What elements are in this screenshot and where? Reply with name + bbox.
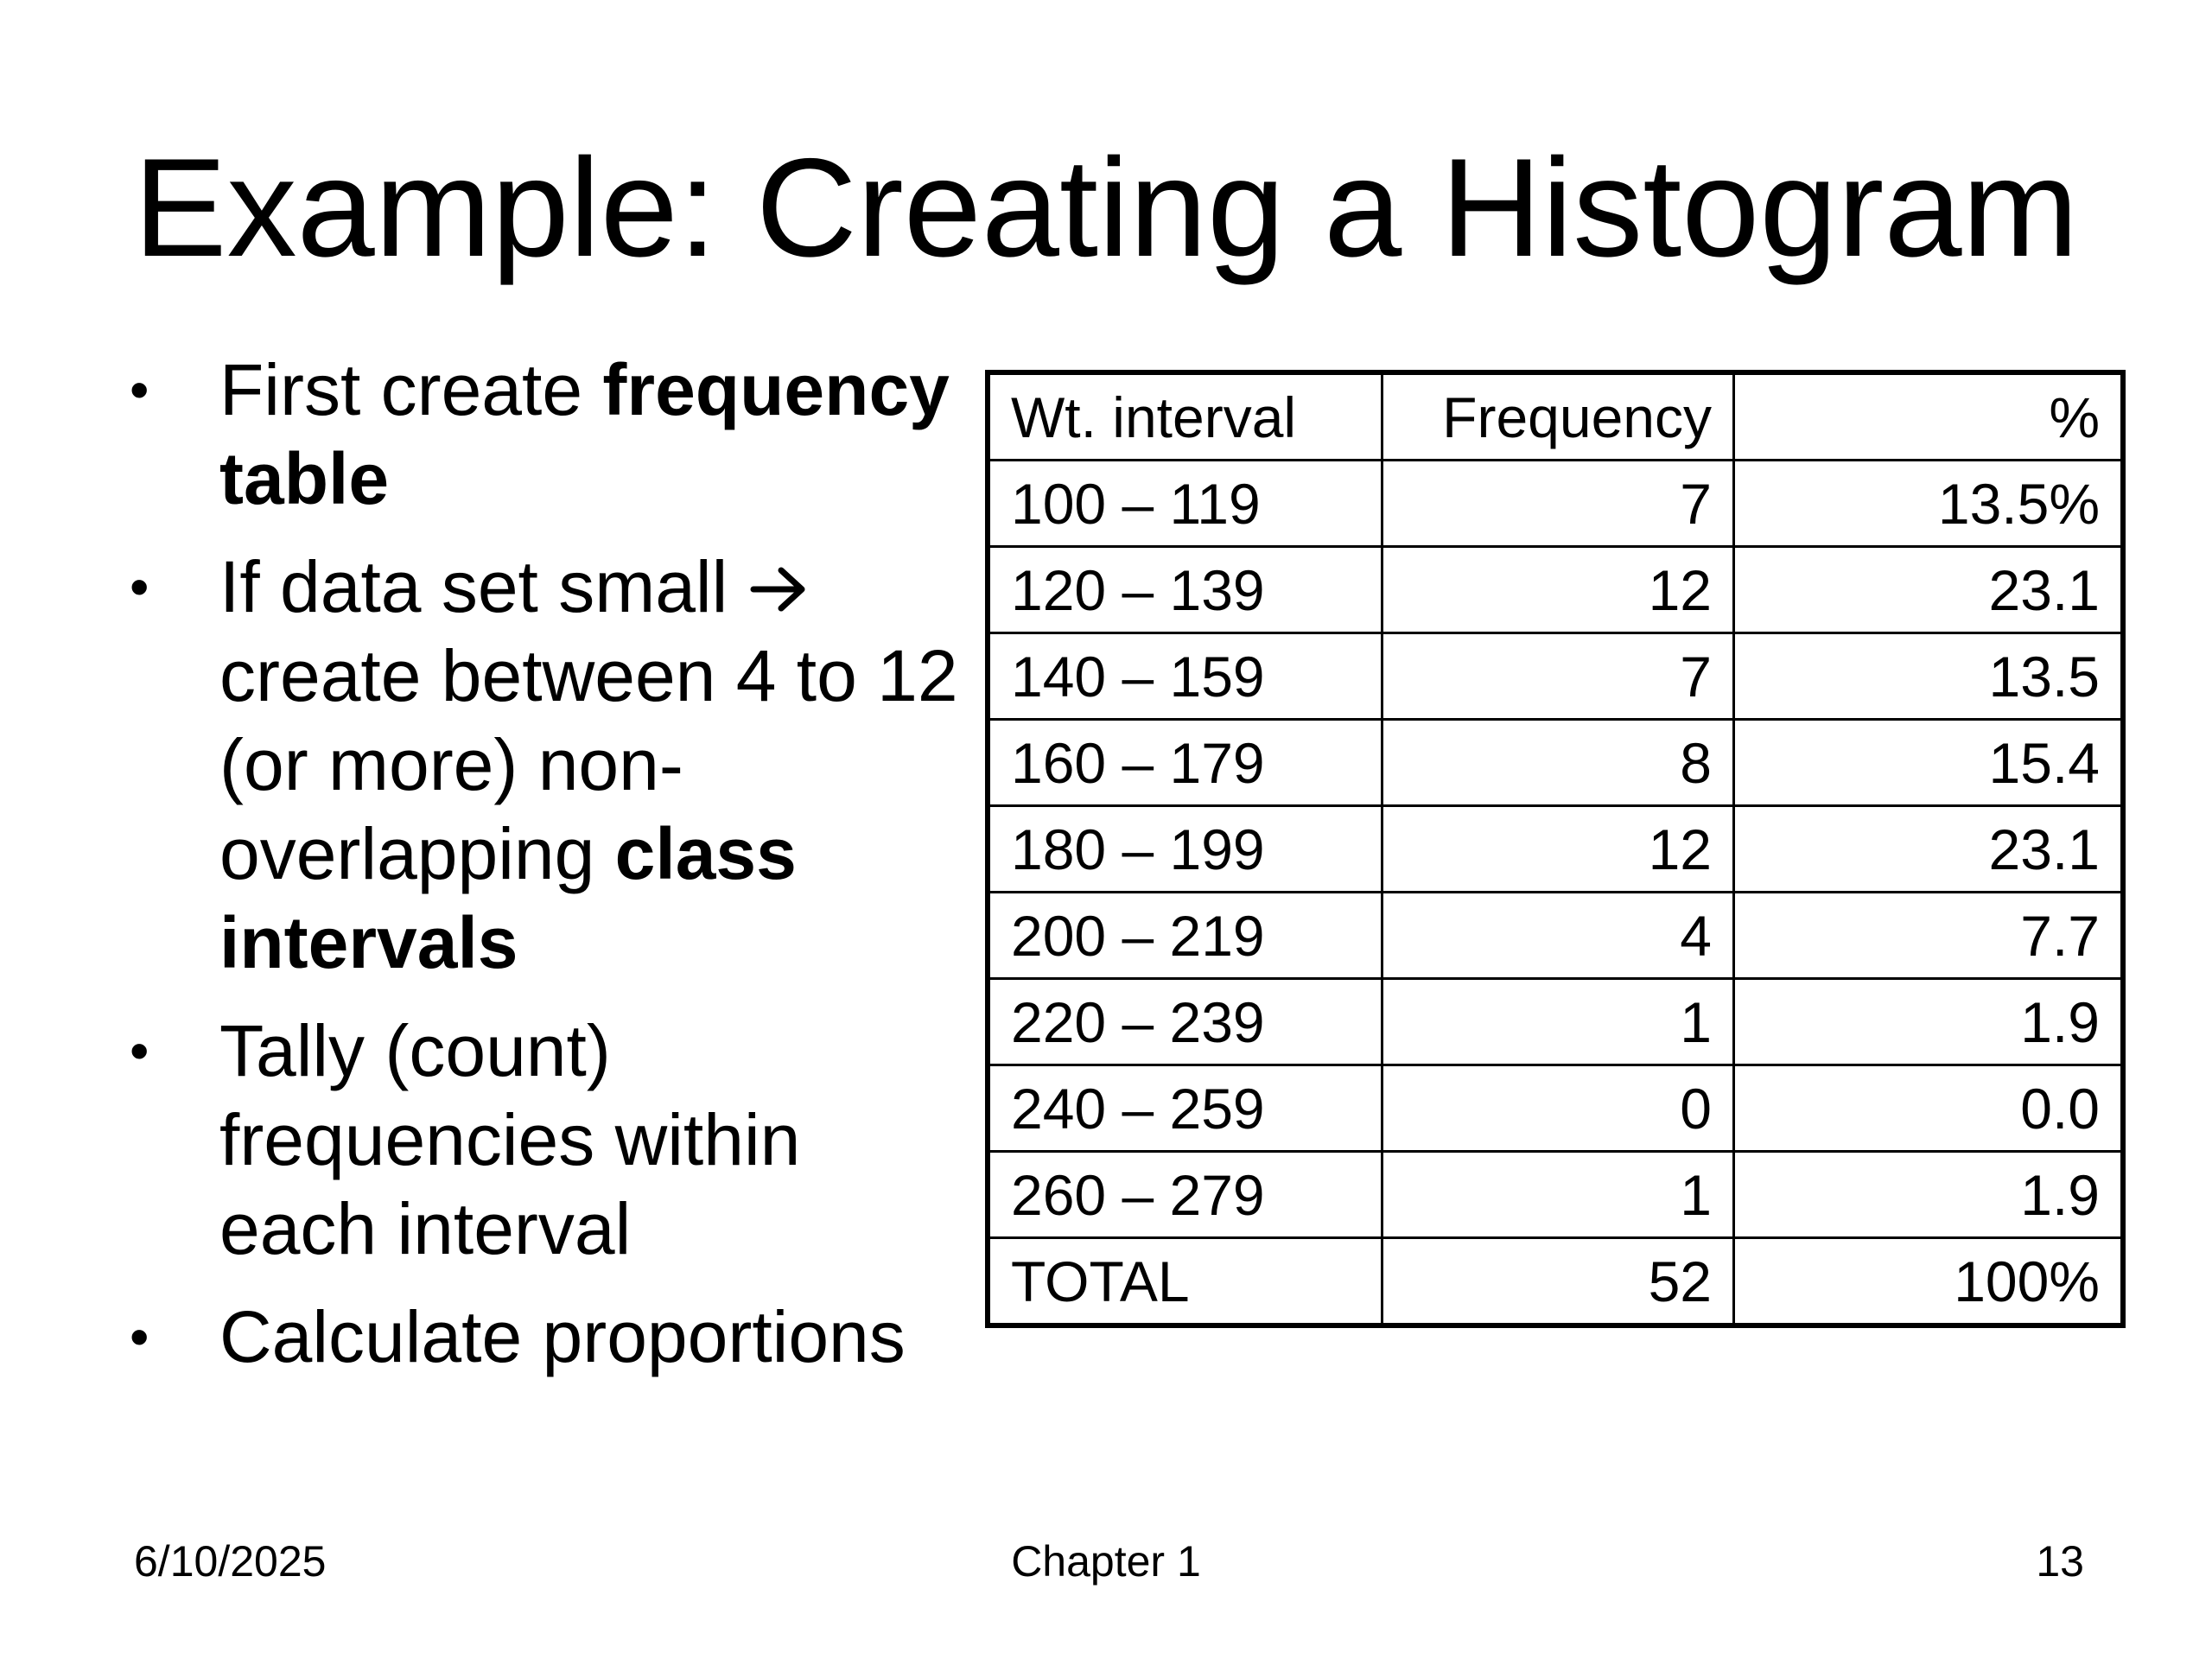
bullet-dot-icon: •: [130, 359, 149, 421]
cell-frequency: 4: [1382, 893, 1734, 979]
total-frequency: 52: [1382, 1238, 1734, 1326]
cell-frequency: 0: [1382, 1065, 1734, 1152]
bullet-text: Calculate proportions: [219, 1296, 906, 1377]
cell-wt-interval: 260 – 279: [988, 1152, 1382, 1238]
bullet-item: [130, 1007, 959, 1274]
slide-title: Example: Creating a Histogram: [133, 130, 2079, 286]
cell-frequency: 1: [1382, 1152, 1734, 1238]
cell-frequency: 12: [1382, 547, 1734, 633]
footer-date: 6/10/2025: [134, 1537, 327, 1586]
table-body: [988, 461, 2123, 1238]
bullet-dot-icon: •: [130, 1020, 149, 1082]
total-percent: 100%: [1734, 1238, 2124, 1326]
bullet-text: If data set small: [219, 546, 748, 627]
frequency-table: [985, 370, 2126, 1328]
table-row: [988, 806, 2123, 893]
table-row: [988, 720, 2123, 806]
cell-percent: 1.9: [1734, 979, 2124, 1065]
bullet-item: [130, 543, 959, 988]
footer-chapter: Chapter 1: [1011, 1537, 1201, 1586]
cell-percent: 15.4: [1734, 720, 2124, 806]
bullet-dot-icon: •: [130, 1306, 149, 1368]
cell-wt-interval: 200 – 219: [988, 893, 1382, 979]
cell-percent: 23.1: [1734, 806, 2124, 893]
table-row: [988, 547, 2123, 633]
table-row: [988, 893, 2123, 979]
table-row: [988, 1065, 2123, 1152]
cell-wt-interval: 120 – 139: [988, 547, 1382, 633]
cell-wt-interval: 160 – 179: [988, 720, 1382, 806]
cell-frequency: 8: [1382, 720, 1734, 806]
cell-frequency: 7: [1382, 461, 1734, 547]
header-percent: %: [1734, 372, 2124, 461]
bullet-text: First create: [219, 349, 603, 430]
cell-wt-interval: 140 – 159: [988, 633, 1382, 720]
table-row: [988, 633, 2123, 720]
arrow-right-icon: [748, 563, 810, 615]
bullet-text: Tally (count) frequencies within each interval: [219, 1010, 801, 1269]
cell-wt-interval: 220 – 239: [988, 979, 1382, 1065]
bullet-dot-icon: •: [130, 556, 149, 618]
bullet-item: [130, 346, 959, 524]
footer-page-number: 13: [2036, 1537, 2084, 1586]
bullet-emphasis: frequency table: [219, 349, 950, 519]
total-label: TOTAL: [988, 1238, 1382, 1326]
cell-percent: 7.7: [1734, 893, 2124, 979]
bullet-text: create between 4 to 12 (or more) non-overlapping: [219, 635, 958, 894]
header-frequency: Frequency: [1382, 372, 1734, 461]
header-wt-interval: Wt. interval: [988, 372, 1382, 461]
table-row: [988, 1152, 2123, 1238]
table-header-row: [988, 372, 2123, 461]
cell-frequency: 1: [1382, 979, 1734, 1065]
cell-wt-interval: 180 – 199: [988, 806, 1382, 893]
cell-percent: 1.9: [1734, 1152, 2124, 1238]
cell-frequency: 12: [1382, 806, 1734, 893]
cell-wt-interval: 240 – 259: [988, 1065, 1382, 1152]
cell-frequency: 7: [1382, 633, 1734, 720]
table-row: [988, 979, 2123, 1065]
cell-percent: 23.1: [1734, 547, 2124, 633]
cell-percent: 13.5%: [1734, 461, 2124, 547]
bullet-item: [130, 1293, 959, 1382]
table-row: [988, 461, 2123, 547]
table-total-row: [988, 1238, 2123, 1326]
bullet-list: [130, 346, 959, 1401]
cell-percent: 0.0: [1734, 1065, 2124, 1152]
bullet-emphasis: class intervals: [219, 813, 797, 983]
cell-percent: 13.5: [1734, 633, 2124, 720]
cell-wt-interval: 100 – 119: [988, 461, 1382, 547]
